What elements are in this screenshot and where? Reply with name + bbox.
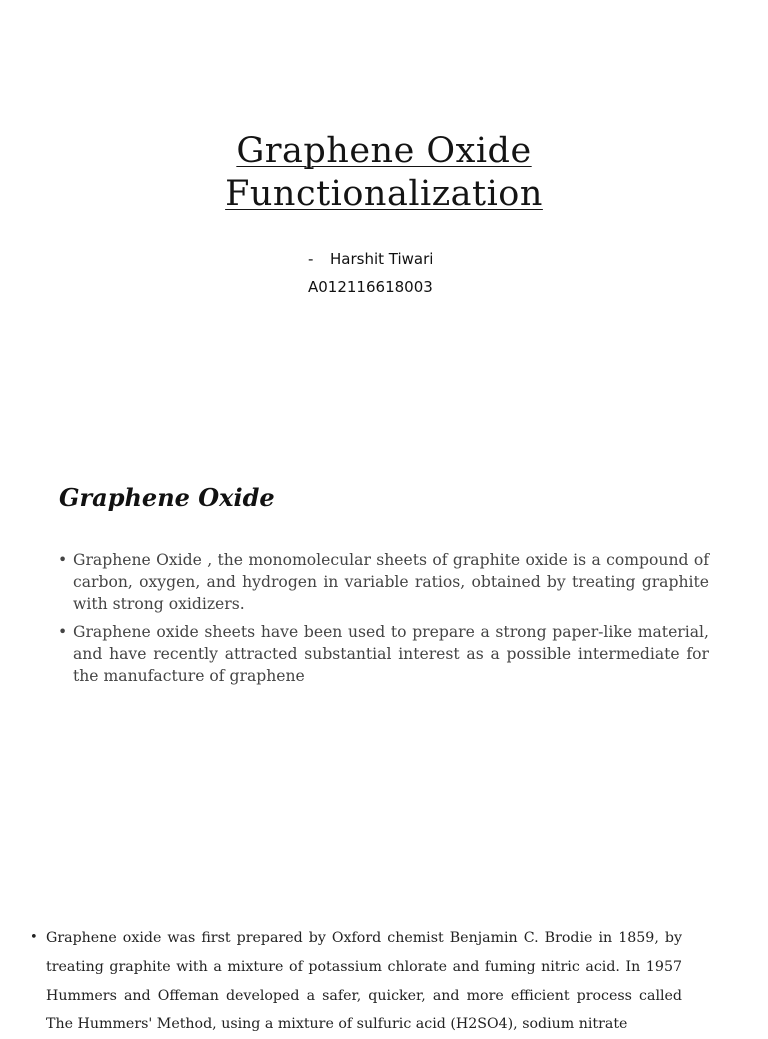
author-name: Harshit Tiwari [330,250,434,268]
author-block [308,245,433,301]
history-text: Graphene oxide was first prepared by Oxford chemist Benjamin C. Brodie in 1859, by treating graphite with a mixture of potassium chlorate and fuming nitric acid. In 1957 Hummers and Offeman developed a safer, quicker, and more efficient process called The Hummers' Method, using a mixture of sulfuric acid (H2SO4), sodium nitrate [46,930,682,1033]
title-line-1: Graphene Oxide [236,131,532,171]
author-dash: - [308,250,314,268]
graphene-oxide-slide [0,470,768,850]
bullet-text: Graphene oxide sheets have been used to prepare a strong paper-like material, and have recently attracted substantial interest as a possible intermediate for the manufacture of graphene [73,623,709,685]
title-line-2: Functionalization [225,174,543,214]
history-bullet-list [30,924,682,1039]
author-line [308,245,433,273]
bullet-list [58,550,709,695]
bullet-item [58,622,709,687]
bullet-icon: • [58,551,68,569]
slide-heading: Graphene Oxide [59,483,275,512]
bullet-icon: • [58,623,68,642]
bullet-item [58,550,709,615]
title-slide [0,0,768,430]
bullet-icon: • [30,930,38,945]
history-bullet-item [30,924,682,1039]
history-slide [0,900,768,1033]
presentation-title [0,130,768,216]
bullet-text: Graphene Oxide , the monomolecular sheets of graphite oxide is a compound of carbon, oxygen, and hydrogen in variable ratios, obtained by treating graphite with strong oxidizers. [73,551,709,613]
enrollment-number: A012116618003 [308,278,433,296]
